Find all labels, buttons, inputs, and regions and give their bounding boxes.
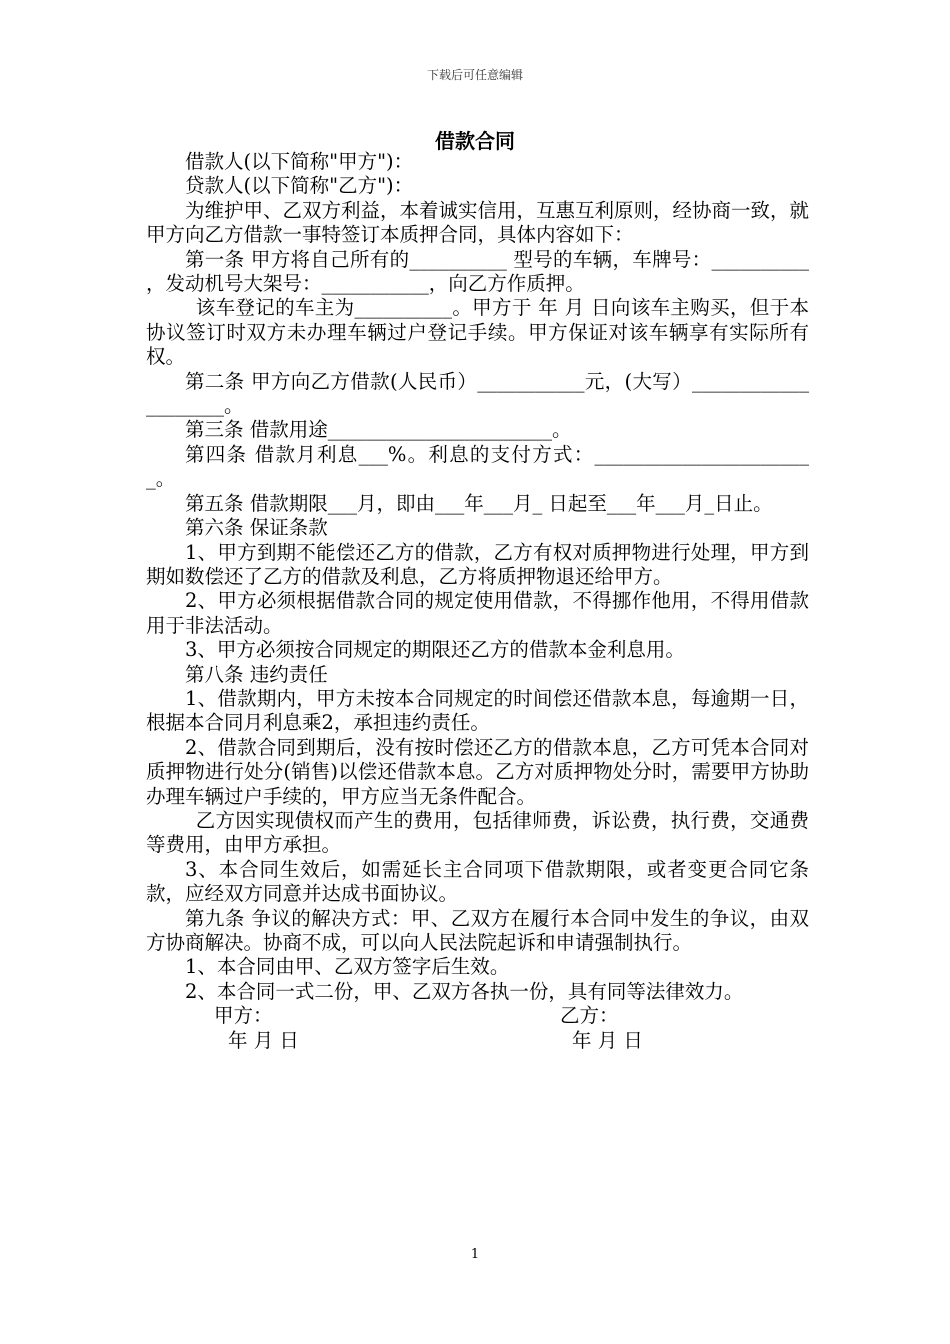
contract-body [146,150,816,1053]
article-2-paragraph: 第二条 甲方向乙方借款(人民币）___________元，(大写）____________________。 [146,369,809,418]
preamble-paragraph: 为维护甲、乙双方利益，本着诚实信用，互惠互利原则，经协商一致，就甲方向乙方借款一事特签订本质押合同，具体内容如下： [146,198,810,247]
article-8-clause-3: 3、本合同生效后，如需延长主合同项下借款期限，或者变更合同它条款，应经双方同意并达成书面协议。 [146,857,809,906]
article-6-clause-2: 2、甲方必须根据借款合同的规定使用借款，不得挪作他用，不得用借款用于非法活动。 [146,589,809,637]
article-3-paragraph: 第三条 借款用途_______________________。 [185,418,572,442]
document-title: 借款合同 [435,129,515,153]
party-b-date: 年 月 日 [572,1028,643,1052]
effect-clause-2: 2、本合同一式二份，甲、乙双方各执一份，具有同等法律效力。 [185,979,744,1003]
party-a-signature-label: 甲方： [214,1004,273,1028]
article-1-paragraph: 第一条 甲方将自己所有的__________ 型号的车辆，车牌号：__________ ，发动机号大架号：___________，向乙方作质押。 [146,247,816,296]
borrower-line: 借款人(以下简称"甲方")： [185,150,414,173]
article-6-clause-1: 1、甲方到期不能偿还乙方的借款，乙方有权对质押物进行处理，甲方到期如数偿还了乙方的借款及利息，乙方将质押物退还给甲方。 [146,540,809,588]
article-9-paragraph: 第九条 争议的解决方式：甲、乙双方在履行本合同中发生的争议，由双方协商解决。协商不成，可以向人民法院起诉和申请强制执行。 [146,906,809,954]
page-header: 下载后可任意编辑 [426,68,523,82]
article-5-paragraph: 第五条 借款期限___月，即由___年___月_ 日起至___年___月_日止。 [185,491,773,515]
article-4-paragraph: 第四条 借款月利息___%。利息的支付方式：_______________________。 [146,442,809,491]
vehicle-owner-paragraph: 该车登记的车主为__________。甲方于 年 月 日向该车主购买，但于本协议签订时双方未办理车辆过户登记手续。甲方保证对该车辆享有实际所有权。 [146,296,809,369]
article-8-clause-1: 1、借款期内，甲方未按本合同规定的时间偿还借款本息，每逾期一日，根据本合同月利息乘2，承担违约责任。 [146,686,809,735]
page-number: 1 [470,1247,480,1262]
party-a-date: 年 月 日 [228,1028,299,1052]
article-8-costs-paragraph: 乙方因实现债权而产生的费用，包括律师费，诉讼费，执行费，交通费等费用，由甲方承担。 [146,808,809,857]
article-8-clause-2: 2、借款合同到期后，没有按时偿还乙方的借款本息，乙方可凭本合同对质押物进行处分(销售)以偿还借款本息。乙方对质押物处分时，需要甲方协助办理车辆过户手续的，甲方应当无条件配合。 [146,735,809,808]
lender-line: 贷款人(以下简称"乙方")： [185,174,414,198]
signature-labels-row [146,1004,809,1028]
article-6-heading: 第六条 保证条款 [185,516,328,540]
effect-clause-1: 1、本合同由甲、乙双方签字后生效。 [185,955,510,979]
article-6-clause-3: 3、甲方必须按合同规定的期限还乙方的借款本金利息用。 [185,638,685,662]
signature-dates-row [146,1029,809,1053]
party-b-signature-label: 乙方： [560,1004,619,1028]
article-8-heading: 第八条 违约责任 [185,662,328,686]
